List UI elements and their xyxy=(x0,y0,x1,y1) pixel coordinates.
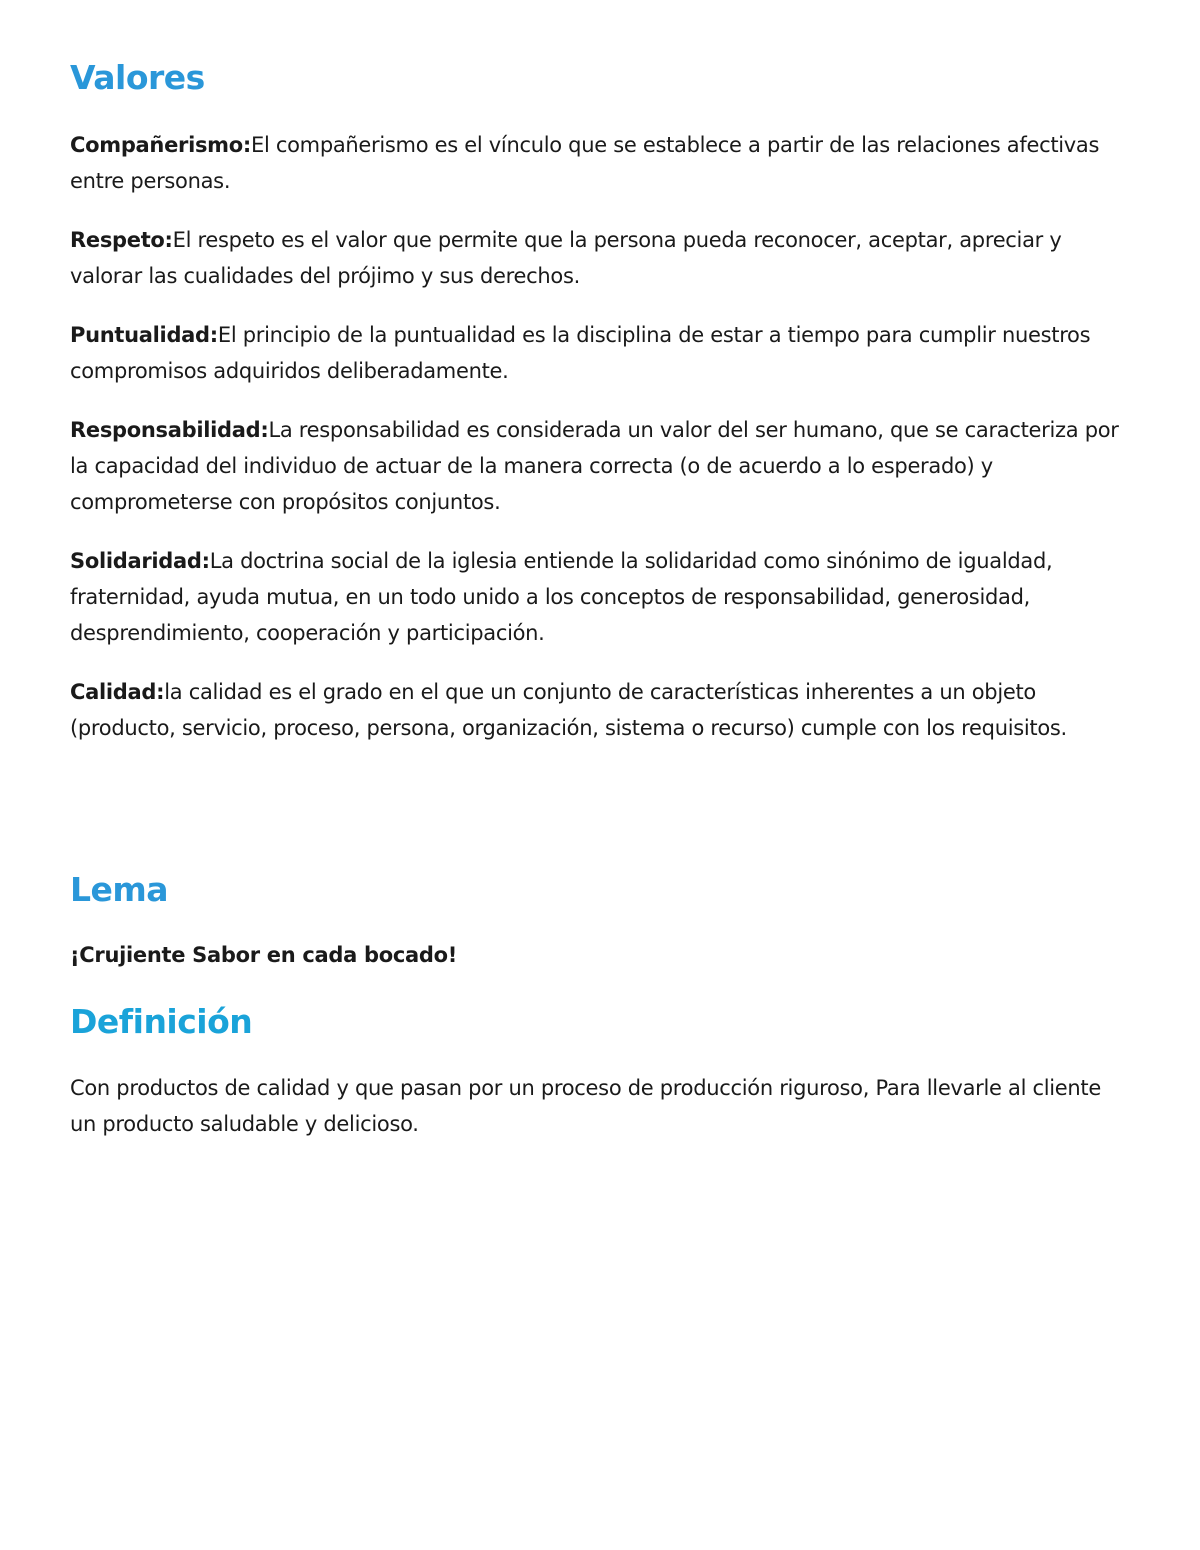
value-term: Calidad: xyxy=(70,680,165,704)
value-item-puntualidad xyxy=(70,317,1130,389)
value-item-respeto xyxy=(70,222,1130,294)
value-description: la calidad es el grado en el que un conjunto de características inherentes a un objeto (producto, servicio, proceso, persona, organización, sistema o recurso) cumple con los requisitos. xyxy=(70,680,1067,740)
value-item-solidaridad xyxy=(70,543,1130,651)
valores-list xyxy=(70,127,1130,769)
value-description: La responsabilidad es considerada un valor del ser humano, que se caracteriza por la capacidad del individuo de actuar de la manera correcta (o de acuerdo a lo esperado) y comprometerse con propósitos conjuntos. xyxy=(70,418,1119,514)
value-item-calidad xyxy=(70,674,1130,746)
value-item-responsabilidad xyxy=(70,412,1130,520)
value-term: Solidaridad: xyxy=(70,549,210,573)
lema-text: ¡Crujiente Sabor en cada bocado! xyxy=(70,943,458,967)
definicion-text: Con productos de calidad y que pasan por un proceso de producción riguroso, Para llevarle al cliente un producto saludable y delicioso. xyxy=(70,1076,1101,1136)
value-term: Puntualidad: xyxy=(70,323,218,347)
lema-heading: Lema xyxy=(70,870,169,909)
definicion-heading: Definición xyxy=(70,1002,253,1041)
value-term: Responsabilidad: xyxy=(70,418,269,442)
value-item-companerismo xyxy=(70,127,1130,199)
value-description: El compañerismo es el vínculo que se establece a partir de las relaciones afectivas entre personas. xyxy=(70,133,1100,193)
value-description: El principio de la puntualidad es la disciplina de estar a tiempo para cumplir nuestros compromisos adquiridos deliberadamente. xyxy=(70,323,1091,383)
value-term: Respeto: xyxy=(70,228,173,252)
value-term: Compañerismo: xyxy=(70,133,251,157)
value-description: La doctrina social de la iglesia entiende la solidaridad como sinónimo de igualdad, fraternidad, ayuda mutua, en un todo unido a los conceptos de responsabilidad, generosidad, desprendimiento, cooperación y participación. xyxy=(70,549,1053,645)
value-description: El respeto es el valor que permite que la persona pueda reconocer, aceptar, apreciar y valorar las cualidades del prójimo y sus derechos. xyxy=(70,228,1062,288)
valores-heading: Valores xyxy=(70,58,205,97)
